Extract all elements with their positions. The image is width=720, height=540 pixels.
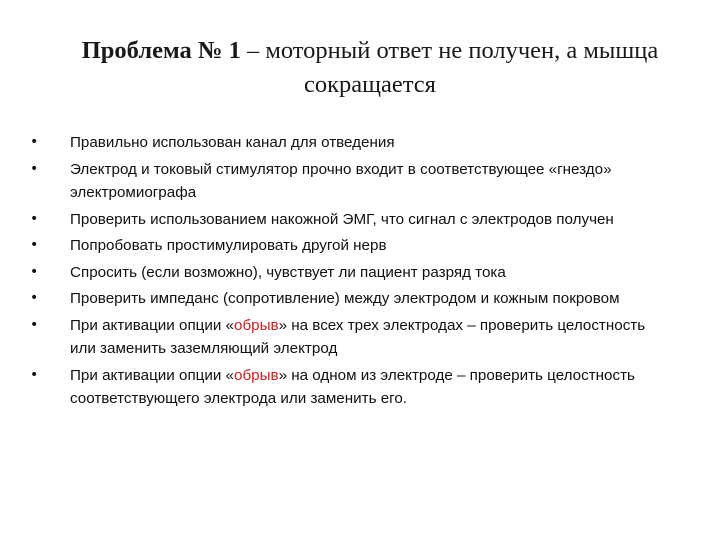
bullet-icon: • <box>30 160 39 177</box>
bullet-text: Проверить использованием накожной ЭМГ, что сигнал с электродов получен <box>70 210 614 228</box>
bullet-text-after: » на одном из электроде – проверить целостность соответствующего электрода или заменить его. <box>70 366 635 407</box>
bullet-item <box>30 158 670 205</box>
bullet-text: Спросить (если возможно), чувствует ли пациент разряд тока <box>70 263 506 281</box>
bullet-item <box>30 314 670 361</box>
bullet-icon: • <box>30 316 39 333</box>
bullet-icon: • <box>30 366 39 383</box>
bullet-icon: • <box>30 210 39 227</box>
bullet-text: Проверить импеданс (сопротивление) между электродом и кожным покровом <box>70 290 620 307</box>
bullet-icon: • <box>30 290 39 306</box>
bullet-text: Попробовать простимулировать другой нерв <box>70 237 387 254</box>
bullet-icon: • <box>30 237 39 253</box>
bullet-item <box>30 131 670 155</box>
bullet-item <box>30 208 670 232</box>
bullet-item <box>30 287 670 311</box>
bullet-icon: • <box>30 134 39 150</box>
bullet-text-before: При активации опции « <box>70 366 234 384</box>
title-bold-part: Проблема № 1 <box>81 37 241 64</box>
highlight-term: обрыв <box>234 366 279 384</box>
bullet-text: Правильно использован канал для отведения <box>70 134 395 151</box>
bullet-list <box>30 131 670 414</box>
highlight-term: обрыв <box>234 316 279 334</box>
bullet-item <box>30 364 670 411</box>
bullet-text-after: » на всех трех электродах – проверить целостность или заменить заземляющий электрод <box>70 316 646 357</box>
bullet-item <box>30 261 670 285</box>
bullet-text: Электрод и токовый стимулятор прочно входит в соответствующее «гнездо» электромиографа <box>70 160 612 201</box>
bullet-icon: • <box>30 263 39 280</box>
title-rest: – моторный ответ не получен, а мышца сокращается <box>240 37 659 98</box>
bullet-text-before: При активации опции « <box>70 316 234 334</box>
bullet-item <box>30 234 670 258</box>
slide-title <box>60 34 680 102</box>
